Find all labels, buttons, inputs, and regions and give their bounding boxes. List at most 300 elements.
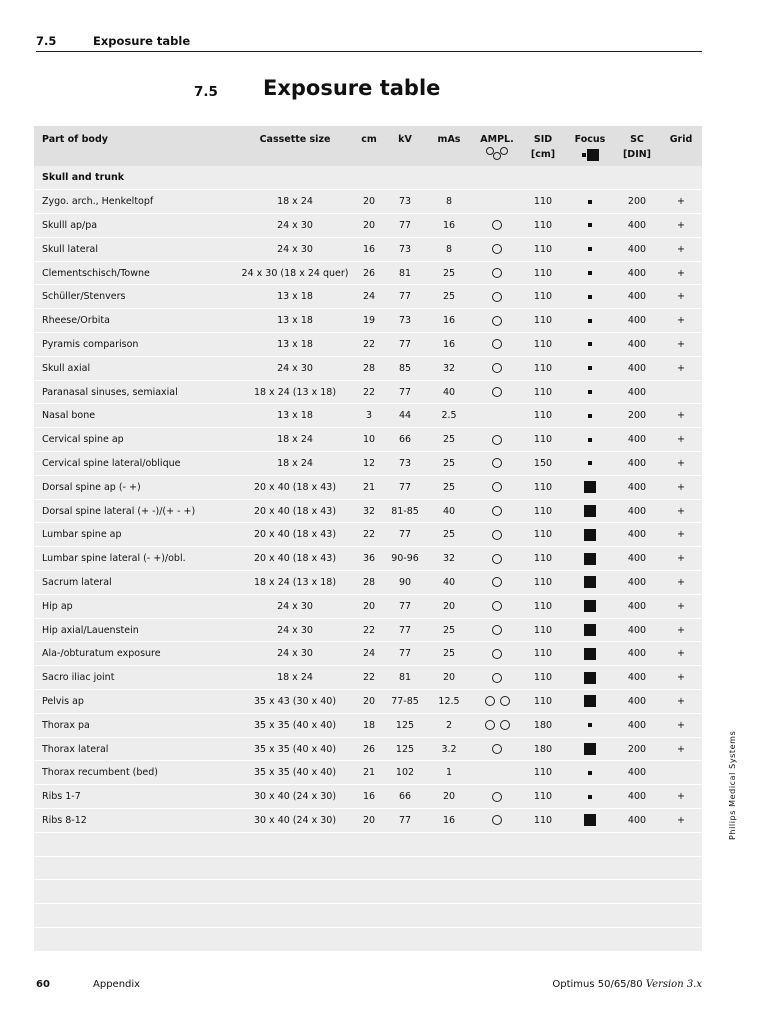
table-row bbox=[34, 309, 702, 333]
cell-kv: 77 bbox=[398, 291, 412, 303]
ampl-chamber-icon bbox=[492, 577, 502, 587]
cell-cassette: 24 x 30 bbox=[277, 219, 313, 231]
cell-sid: 180 bbox=[533, 719, 553, 731]
cell-part: Pelvis ap bbox=[42, 695, 84, 707]
cell-cassette: 18 x 24 (13 x 18) bbox=[253, 576, 337, 588]
cell-sid: 110 bbox=[533, 434, 553, 446]
cell-part: Hip ap bbox=[42, 600, 73, 612]
cell-cm: 22 bbox=[362, 624, 376, 636]
cell-grid: + bbox=[677, 457, 685, 469]
cell-kv: 77 bbox=[398, 529, 412, 541]
cell-focus bbox=[566, 594, 614, 618]
table-row bbox=[34, 333, 702, 357]
cell-ampl bbox=[474, 214, 520, 238]
cell-cassette: 18 x 24 bbox=[277, 434, 313, 446]
cell-cm: 3 bbox=[365, 410, 373, 422]
page-number: 60 bbox=[36, 979, 50, 990]
cell-focus bbox=[566, 428, 614, 452]
cell-grid: + bbox=[677, 576, 685, 588]
cell-sc: 400 bbox=[627, 267, 647, 279]
cell-grid: + bbox=[677, 648, 685, 660]
cell-cm: 22 bbox=[362, 338, 376, 350]
cell-kv: 77 bbox=[398, 386, 412, 398]
table-row bbox=[34, 428, 702, 452]
cell-kv: 125 bbox=[395, 719, 415, 731]
cell-sid: 110 bbox=[533, 814, 553, 826]
cell-cm: 18 bbox=[362, 719, 376, 731]
footer-product bbox=[552, 979, 702, 990]
empty-row bbox=[34, 856, 702, 880]
cell-sid: 110 bbox=[533, 315, 553, 327]
cell-ampl bbox=[474, 309, 520, 333]
ampl-chamber-icon bbox=[492, 554, 502, 564]
ampl-chamber-icon bbox=[492, 387, 502, 397]
cell-sid: 110 bbox=[533, 695, 553, 707]
cell-sc: 400 bbox=[627, 219, 647, 231]
ampl-chamber-icon bbox=[492, 268, 502, 278]
cell-part: Skulll ap/pa bbox=[42, 219, 98, 231]
cell-cm: 16 bbox=[362, 243, 376, 255]
ampl-chamber-icon bbox=[492, 792, 502, 802]
header-sid bbox=[520, 126, 566, 166]
cell-sc: 400 bbox=[627, 457, 647, 469]
ampl-chamber-icon bbox=[492, 458, 502, 468]
cell-ampl bbox=[474, 475, 520, 499]
large-focus-icon bbox=[584, 553, 596, 565]
ampl-chamber-icon bbox=[492, 363, 502, 373]
large-focus-icon bbox=[584, 600, 596, 612]
cell-cm: 32 bbox=[362, 505, 376, 517]
cell-part: Sacro iliac joint bbox=[42, 672, 115, 684]
small-focus-icon bbox=[588, 414, 592, 418]
footer-section: Appendix bbox=[93, 979, 141, 990]
group-title: Skull and trunk bbox=[42, 172, 125, 184]
cell-mas: 20 bbox=[442, 600, 456, 612]
cell-cassette: 20 x 40 (18 x 43) bbox=[253, 553, 337, 565]
header-cassette-size: Cassette size bbox=[259, 134, 331, 145]
cell-part: Cervical spine lateral/oblique bbox=[42, 457, 181, 469]
table-row bbox=[34, 380, 702, 404]
cell-kv: 90-96 bbox=[391, 553, 419, 565]
cell-sid: 110 bbox=[533, 481, 553, 493]
table-row bbox=[34, 523, 702, 547]
cell-sc: 400 bbox=[627, 600, 647, 612]
cell-cm: 20 bbox=[362, 196, 376, 208]
header-cm: cm bbox=[361, 134, 377, 145]
cell-ampl bbox=[474, 618, 520, 642]
cell-focus bbox=[566, 690, 614, 714]
cell-grid: + bbox=[677, 196, 685, 208]
cell-mas: 1 bbox=[445, 767, 453, 779]
cell-sc: 400 bbox=[627, 434, 647, 446]
cell-grid: + bbox=[677, 529, 685, 541]
cell-kv: 77 bbox=[398, 624, 412, 636]
cell-focus bbox=[566, 713, 614, 737]
cell-grid: + bbox=[677, 505, 685, 517]
cell-kv: 73 bbox=[398, 457, 412, 469]
header-sc bbox=[614, 126, 660, 166]
small-focus-icon bbox=[588, 295, 592, 299]
cell-focus bbox=[566, 547, 614, 571]
ampl-chamber-icon bbox=[492, 506, 502, 516]
cell-cassette: 18 x 24 bbox=[277, 196, 313, 208]
large-focus-icon bbox=[584, 672, 596, 684]
cell-sc: 400 bbox=[627, 505, 647, 517]
cell-cassette: 20 x 40 (18 x 43) bbox=[253, 529, 337, 541]
cell-ampl bbox=[474, 666, 520, 690]
large-focus-icon bbox=[584, 743, 596, 755]
cell-sc: 400 bbox=[627, 362, 647, 374]
cell-mas: 8 bbox=[445, 243, 453, 255]
table-row bbox=[34, 261, 702, 285]
cell-focus bbox=[566, 809, 614, 833]
cell-ampl bbox=[474, 737, 520, 761]
large-focus-icon bbox=[584, 624, 596, 636]
cell-cassette: 13 x 18 bbox=[277, 338, 313, 350]
cell-grid: + bbox=[677, 243, 685, 255]
cell-ampl bbox=[474, 452, 520, 476]
cell-kv: 73 bbox=[398, 243, 412, 255]
cell-grid: + bbox=[677, 600, 685, 612]
small-focus-icon bbox=[588, 342, 592, 346]
cell-part: Skull axial bbox=[42, 362, 91, 374]
cell-sc: 200 bbox=[627, 196, 647, 208]
cell-cassette: 18 x 24 (13 x 18) bbox=[253, 386, 337, 398]
cell-cassette: 24 x 30 (18 x 24 quer) bbox=[241, 267, 349, 279]
ampl-chamber-icon bbox=[492, 339, 502, 349]
product-name: Optimus 50/65/80 bbox=[552, 979, 643, 990]
cell-ampl bbox=[474, 333, 520, 357]
cell-cm: 12 bbox=[362, 457, 376, 469]
section-number: 7.5 bbox=[194, 84, 218, 100]
cell-grid: + bbox=[677, 719, 685, 731]
cell-mas: 40 bbox=[442, 576, 456, 588]
cell-kv: 102 bbox=[395, 767, 415, 779]
large-focus-icon bbox=[584, 505, 596, 517]
cell-mas: 25 bbox=[442, 624, 456, 636]
cell-kv: 77 bbox=[398, 481, 412, 493]
focus-legend-icon bbox=[582, 149, 599, 160]
cell-ampl bbox=[474, 523, 520, 547]
cell-focus bbox=[566, 452, 614, 476]
cell-mas: 25 bbox=[442, 291, 456, 303]
small-focus-icon bbox=[588, 795, 592, 799]
cell-part: Lumbar spine ap bbox=[42, 529, 122, 541]
running-header-title: Exposure table bbox=[93, 34, 191, 48]
small-focus-icon bbox=[588, 247, 592, 251]
header-ampl bbox=[474, 126, 520, 166]
ampl-chamber-icon bbox=[492, 601, 502, 611]
ampl-chamber-icon bbox=[492, 220, 502, 230]
group-row bbox=[34, 166, 702, 190]
cell-kv: 77-85 bbox=[391, 695, 419, 707]
cell-ampl bbox=[474, 380, 520, 404]
cell-mas: 16 bbox=[442, 338, 456, 350]
cell-sid: 110 bbox=[533, 267, 553, 279]
cell-grid: + bbox=[677, 315, 685, 327]
cell-part: Zygo. arch., Henkeltopf bbox=[42, 196, 154, 208]
large-focus-icon bbox=[584, 814, 596, 826]
large-focus-icon bbox=[584, 529, 596, 541]
small-focus-icon bbox=[588, 319, 592, 323]
cell-mas: 16 bbox=[442, 315, 456, 327]
cell-mas: 25 bbox=[442, 481, 456, 493]
cell-kv: 81 bbox=[398, 267, 412, 279]
cell-part: Ribs 8-12 bbox=[42, 814, 87, 826]
table-row bbox=[34, 618, 702, 642]
table-row bbox=[34, 452, 702, 476]
cell-grid: + bbox=[677, 267, 685, 279]
cell-focus bbox=[566, 618, 614, 642]
cell-sc: 400 bbox=[627, 576, 647, 588]
cell-mas: 25 bbox=[442, 457, 456, 469]
cell-sid: 110 bbox=[533, 624, 553, 636]
cell-focus bbox=[566, 571, 614, 595]
table-row bbox=[34, 214, 702, 238]
small-focus-icon bbox=[588, 461, 592, 465]
cell-grid: + bbox=[677, 338, 685, 350]
cell-sid: 110 bbox=[533, 338, 553, 350]
ampl-chamber-icon bbox=[500, 696, 510, 706]
cell-sc: 400 bbox=[627, 338, 647, 350]
cell-sc: 400 bbox=[627, 791, 647, 803]
cell-cassette: 24 x 30 bbox=[277, 624, 313, 636]
cell-mas: 40 bbox=[442, 505, 456, 517]
cell-ampl bbox=[474, 571, 520, 595]
cell-part: Dorsal spine lateral (+ -)/(+ - +) bbox=[42, 505, 196, 517]
cell-grid: + bbox=[677, 362, 685, 374]
cell-ampl bbox=[474, 642, 520, 666]
cell-sid: 110 bbox=[533, 553, 553, 565]
section-heading bbox=[0, 76, 768, 106]
header-grid: Grid bbox=[669, 134, 693, 145]
header-sid-label: SID bbox=[533, 134, 553, 145]
cell-sc: 400 bbox=[627, 553, 647, 565]
cell-cassette: 35 x 35 (40 x 40) bbox=[253, 767, 337, 779]
cell-ampl bbox=[474, 428, 520, 452]
cell-cassette: 13 x 18 bbox=[277, 315, 313, 327]
header-focus bbox=[566, 126, 614, 166]
cell-focus bbox=[566, 737, 614, 761]
cell-cassette: 35 x 35 (40 x 40) bbox=[253, 743, 337, 755]
cell-grid: + bbox=[677, 672, 685, 684]
cell-ampl bbox=[474, 594, 520, 618]
cell-focus bbox=[566, 309, 614, 333]
cell-part: Sacrum lateral bbox=[42, 576, 112, 588]
cell-sc: 400 bbox=[627, 672, 647, 684]
cell-cm: 21 bbox=[362, 481, 376, 493]
cell-focus bbox=[566, 214, 614, 238]
cell-mas: 25 bbox=[442, 648, 456, 660]
cell-sc: 400 bbox=[627, 624, 647, 636]
running-header bbox=[36, 33, 702, 52]
cell-ampl bbox=[474, 261, 520, 285]
table-row bbox=[34, 285, 702, 309]
cell-cm: 16 bbox=[362, 791, 376, 803]
cell-sid: 110 bbox=[533, 529, 553, 541]
cell-cassette: 24 x 30 bbox=[277, 243, 313, 255]
cell-cassette: 30 x 40 (24 x 30) bbox=[253, 791, 337, 803]
page-footer bbox=[36, 979, 706, 995]
large-focus-icon bbox=[584, 481, 596, 493]
ampl-chamber-icon bbox=[492, 649, 502, 659]
cell-grid bbox=[660, 380, 702, 404]
table-row bbox=[34, 475, 702, 499]
running-header-number: 7.5 bbox=[36, 34, 57, 48]
cell-cm: 21 bbox=[362, 767, 376, 779]
cell-ampl bbox=[474, 809, 520, 833]
cell-grid: + bbox=[677, 791, 685, 803]
cell-cassette: 13 x 18 bbox=[277, 410, 313, 422]
cell-focus bbox=[566, 499, 614, 523]
empty-row bbox=[34, 832, 702, 856]
cell-mas: 8 bbox=[445, 196, 453, 208]
cell-mas: 20 bbox=[442, 672, 456, 684]
ampl-chamber-icon bbox=[485, 720, 495, 730]
cell-mas: 16 bbox=[442, 219, 456, 231]
small-focus-icon bbox=[588, 366, 592, 370]
cell-kv: 77 bbox=[398, 814, 412, 826]
small-focus-icon bbox=[588, 771, 592, 775]
small-focus-icon bbox=[588, 223, 592, 227]
cell-mas: 25 bbox=[442, 529, 456, 541]
cell-sid: 110 bbox=[533, 791, 553, 803]
ampl-chamber-icon bbox=[492, 530, 502, 540]
cell-part: Schüller/Stenvers bbox=[42, 291, 126, 303]
cell-cm: 26 bbox=[362, 267, 376, 279]
ampl-chamber-icon bbox=[492, 292, 502, 302]
cell-part: Thorax lateral bbox=[42, 743, 109, 755]
ampl-chamber-icon bbox=[492, 435, 502, 445]
cell-focus bbox=[566, 237, 614, 261]
cell-mas: 32 bbox=[442, 362, 456, 374]
cell-focus bbox=[566, 261, 614, 285]
ampl-chamber-icon bbox=[492, 625, 502, 635]
cell-sid: 110 bbox=[533, 505, 553, 517]
cell-cassette: 18 x 24 bbox=[277, 457, 313, 469]
cell-cassette: 24 x 30 bbox=[277, 362, 313, 374]
cell-focus bbox=[566, 761, 614, 785]
header-kv: kV bbox=[398, 134, 412, 145]
exposure-table bbox=[34, 126, 702, 952]
cell-cm: 22 bbox=[362, 529, 376, 541]
table-row bbox=[34, 547, 702, 571]
cell-cassette: 30 x 40 (24 x 30) bbox=[253, 814, 337, 826]
cell-sc: 400 bbox=[627, 315, 647, 327]
cell-part: Cervical spine ap bbox=[42, 434, 124, 446]
cell-ampl bbox=[474, 761, 520, 785]
cell-ampl bbox=[474, 285, 520, 309]
empty-row bbox=[34, 880, 702, 904]
cell-kv: 66 bbox=[398, 434, 412, 446]
ampl-chamber-icon bbox=[492, 482, 502, 492]
cell-kv: 90 bbox=[398, 576, 412, 588]
cell-sc: 400 bbox=[627, 695, 647, 707]
cell-sid: 110 bbox=[533, 386, 553, 398]
cell-sid: 110 bbox=[533, 410, 553, 422]
cell-kv: 77 bbox=[398, 219, 412, 231]
header-sc-unit: [DIN] bbox=[622, 149, 652, 160]
cell-part: Lumbar spine lateral (- +)/obl. bbox=[42, 553, 186, 565]
cell-sc: 400 bbox=[627, 814, 647, 826]
cell-part: Thorax recumbent (bed) bbox=[42, 767, 159, 779]
cell-part: Nasal bone bbox=[42, 410, 96, 422]
table-row bbox=[34, 499, 702, 523]
table-header-row bbox=[34, 126, 702, 166]
cell-mas: 20 bbox=[442, 791, 456, 803]
ampl-chamber-icon bbox=[500, 720, 510, 730]
cell-kv: 125 bbox=[395, 743, 415, 755]
cell-cassette: 24 x 30 bbox=[277, 648, 313, 660]
cell-focus bbox=[566, 380, 614, 404]
cell-cm: 20 bbox=[362, 219, 376, 231]
header-part-of-body: Part of body bbox=[42, 134, 108, 145]
cell-cm: 24 bbox=[362, 291, 376, 303]
ampl-chamber-icon bbox=[492, 244, 502, 254]
cell-ampl bbox=[474, 237, 520, 261]
cell-sid: 110 bbox=[533, 600, 553, 612]
ampl-chamber-icon bbox=[492, 316, 502, 326]
empty-row bbox=[34, 928, 702, 952]
cell-focus bbox=[566, 642, 614, 666]
cell-kv: 77 bbox=[398, 648, 412, 660]
cell-cassette: 18 x 24 bbox=[277, 672, 313, 684]
cell-ampl bbox=[474, 190, 520, 214]
cell-grid bbox=[660, 761, 702, 785]
cell-focus bbox=[566, 333, 614, 357]
cell-ampl bbox=[474, 690, 520, 714]
header-sid-unit: [cm] bbox=[530, 149, 556, 160]
ampl-chamber-icon bbox=[492, 673, 502, 683]
cell-ampl bbox=[474, 547, 520, 571]
cell-mas: 2 bbox=[445, 719, 453, 731]
cell-ampl bbox=[474, 404, 520, 428]
cell-kv: 73 bbox=[398, 196, 412, 208]
table-row bbox=[34, 737, 702, 761]
cell-cm: 20 bbox=[362, 600, 376, 612]
cell-sc: 200 bbox=[627, 410, 647, 422]
cell-sid: 110 bbox=[533, 362, 553, 374]
cell-ampl bbox=[474, 713, 520, 737]
cell-cm: 24 bbox=[362, 648, 376, 660]
empty-row bbox=[34, 904, 702, 928]
ampl-chamber-icon bbox=[492, 744, 502, 754]
cell-sid: 110 bbox=[533, 219, 553, 231]
cell-cm: 20 bbox=[362, 814, 376, 826]
cell-focus bbox=[566, 404, 614, 428]
ampl-chamber-icon bbox=[485, 696, 495, 706]
cell-part: Ala-/obturatum exposure bbox=[42, 648, 161, 660]
cell-mas: 32 bbox=[442, 553, 456, 565]
cell-sid: 110 bbox=[533, 576, 553, 588]
cell-cm: 22 bbox=[362, 672, 376, 684]
table-row bbox=[34, 761, 702, 785]
cell-grid: + bbox=[677, 434, 685, 446]
cell-sc: 400 bbox=[627, 481, 647, 493]
cell-mas: 16 bbox=[442, 814, 456, 826]
cell-mas: 25 bbox=[442, 434, 456, 446]
cell-cm: 36 bbox=[362, 553, 376, 565]
cell-sid: 110 bbox=[533, 291, 553, 303]
cell-cassette: 35 x 43 (30 x 40) bbox=[253, 695, 337, 707]
cell-kv: 77 bbox=[398, 600, 412, 612]
cell-grid: + bbox=[677, 695, 685, 707]
cell-part: Hip axial/Lauenstein bbox=[42, 624, 139, 636]
cell-mas: 25 bbox=[442, 267, 456, 279]
ampl-chambers-icon bbox=[486, 147, 508, 161]
cell-cm: 28 bbox=[362, 362, 376, 374]
cell-mas: 2.5 bbox=[441, 410, 457, 422]
